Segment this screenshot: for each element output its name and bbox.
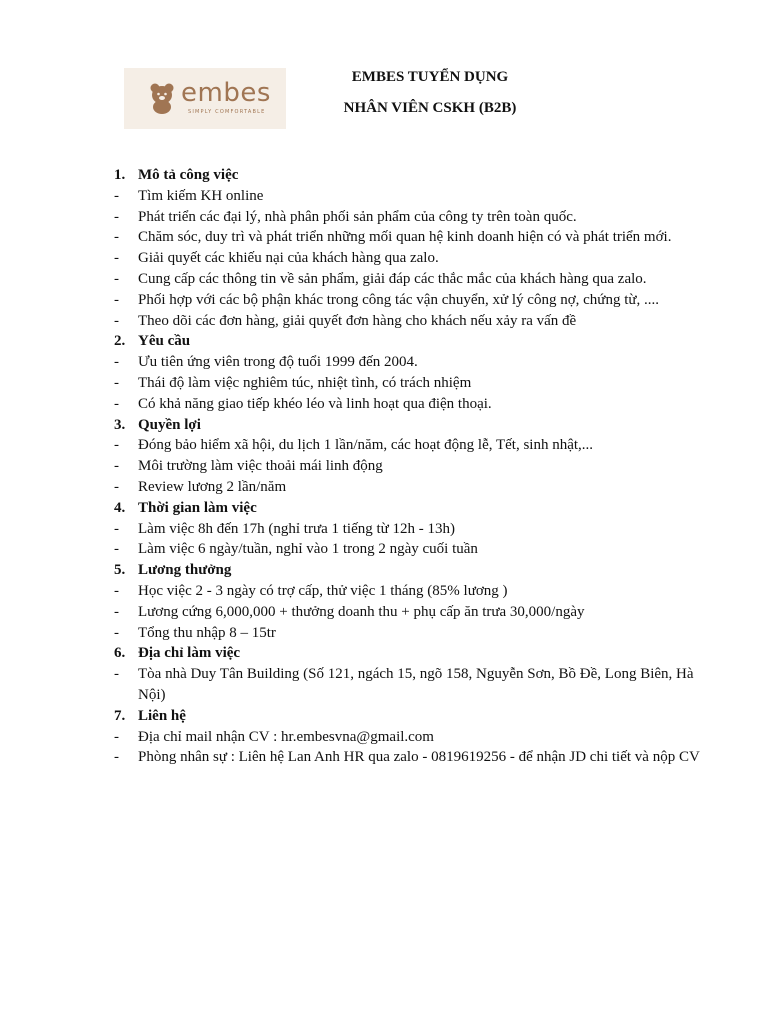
bullet-dash: - — [114, 229, 119, 246]
bullet-dash: - — [114, 728, 119, 745]
bullet-dash: - — [114, 187, 119, 204]
section-heading — [114, 706, 704, 727]
bullet-dash: - — [114, 354, 119, 371]
bullet-dash: - — [114, 437, 119, 454]
document-subtitle: NHÂN VIÊN CSKH (B2B) — [343, 100, 517, 116]
embes-logo — [124, 68, 286, 129]
bullet-dash: - — [114, 374, 119, 391]
list-item — [114, 248, 704, 269]
bullet-dash: - — [114, 250, 119, 267]
list-item-text: Học việc 2 - 3 ngày có trợ cấp, thử việc 1 tháng (85% lương ) — [138, 582, 508, 599]
section-number: 6. — [114, 645, 126, 662]
list-item-text: Tòa nhà Duy Tân Building (Số 121, ngách 15, ngõ 158, Nguyễn Sơn, Bồ Đề, Long Biên, Hà Nội) — [138, 666, 694, 703]
section-number: 1. — [114, 167, 126, 183]
bullet-dash: - — [114, 749, 119, 766]
section-heading — [114, 415, 704, 436]
list-item-text: Review lương 2 lần/năm — [138, 478, 287, 495]
section-yeu-cau — [114, 331, 704, 414]
bullet-dash: - — [114, 666, 119, 683]
section-heading-text: Liên hệ — [138, 707, 186, 724]
list-item-text: Thái độ làm việc nghiêm túc, nhiệt tình, có trách nhiệm — [138, 374, 472, 391]
bullet-dash: - — [114, 312, 119, 329]
list-item — [114, 727, 704, 748]
bullet-dash: - — [114, 458, 119, 475]
bear-icon — [148, 82, 176, 114]
list-item — [114, 373, 704, 394]
list-item-text: Lương cứng 6,000,000 + thưởng doanh thu + phụ cấp ăn trưa 30,000/ngày — [138, 603, 585, 620]
list-item — [114, 352, 704, 373]
list-item — [114, 747, 704, 768]
section-mo-ta-cong-viec — [114, 165, 704, 331]
list-item — [114, 664, 704, 706]
section-lien-he — [114, 706, 704, 768]
list-item-text: Phối hợp với các bộ phận khác trong công tác vận chuyển, xử lý công nợ, chứng từ, .... — [138, 291, 659, 308]
list-item-text: Chăm sóc, duy trì và phát triển những mối quan hệ kinh doanh hiện có và phát triển mới. — [138, 229, 672, 246]
list-item — [114, 477, 704, 498]
list-item-text: Tìm kiếm KH online — [138, 187, 264, 204]
job-description-body — [114, 165, 704, 768]
bullet-dash: - — [114, 603, 119, 620]
bullet-dash: - — [114, 478, 119, 495]
bullet-dash: - — [114, 541, 119, 558]
bullet-dash: - — [114, 520, 119, 537]
list-item-text: Có khả năng giao tiếp khéo léo và linh hoạt qua điện thoại. — [138, 395, 492, 412]
list-item — [114, 394, 704, 415]
list-item-text: Tổng thu nhập 8 – 15tr — [138, 624, 276, 641]
section-number: 5. — [114, 562, 126, 579]
section-heading-text: Lương thưởng — [138, 562, 232, 579]
bullet-dash: - — [114, 291, 119, 308]
bullet-dash: - — [114, 582, 119, 599]
section-luong-thuong — [114, 560, 704, 643]
list-item-text: Làm việc 6 ngày/tuần, nghỉ vào 1 trong 2 ngày cuối tuần — [138, 541, 478, 558]
section-dia-chi-lam-viec — [114, 643, 704, 705]
section-heading-text: Địa chỉ làm việc — [138, 645, 241, 662]
logo-wordmark: embes — [181, 78, 271, 108]
bullet-dash: - — [114, 395, 119, 412]
section-heading — [114, 643, 704, 664]
list-item — [114, 539, 704, 560]
section-heading-text: Quyền lợi — [138, 416, 201, 433]
section-heading — [114, 498, 704, 519]
list-item — [114, 581, 704, 602]
list-item-text: Địa chỉ mail nhận CV : hr.embesvna@gmail.com — [138, 728, 434, 745]
list-item — [114, 623, 704, 644]
list-item — [114, 269, 704, 290]
list-item-text: Phát triển các đại lý, nhà phân phối sản phẩm của công ty trên toàn quốc. — [138, 208, 577, 225]
section-heading-text: Mô tả công việc — [138, 167, 239, 183]
section-thoi-gian-lam-viec — [114, 498, 704, 560]
section-heading — [114, 165, 704, 186]
list-item — [114, 519, 704, 540]
list-item-text: Cung cấp các thông tin về sản phẩm, giải đáp các thắc mắc của khách hàng qua zalo. — [138, 270, 647, 287]
list-item — [114, 186, 704, 207]
section-heading-text: Thời gian làm việc — [138, 499, 257, 516]
section-heading-text: Yêu cầu — [138, 333, 191, 350]
section-quyen-loi — [114, 415, 704, 498]
list-item-text: Làm việc 8h đến 17h (nghỉ trưa 1 tiếng từ 12h - 13h) — [138, 520, 456, 537]
bullet-dash: - — [114, 208, 119, 225]
section-heading — [114, 560, 704, 581]
bullet-dash: - — [114, 624, 119, 641]
list-item — [114, 227, 704, 248]
list-item — [114, 290, 704, 311]
section-heading — [114, 331, 704, 352]
list-item-text: Đóng bảo hiểm xã hội, du lịch 1 lần/năm, các hoạt động lễ, Tết, sinh nhật,... — [138, 437, 594, 454]
list-item — [114, 456, 704, 477]
list-item — [114, 311, 704, 332]
section-number: 3. — [114, 416, 126, 433]
list-item-text: Phòng nhân sự : Liên hệ Lan Anh HR qua zalo - 0819619256 - để nhận JD chi tiết và nộp CV — [138, 749, 700, 766]
logo-tagline: SIMPLY COMFORTABLE — [188, 109, 266, 115]
document-title: EMBES TUYỂN DỤNG — [351, 69, 509, 85]
list-item — [114, 435, 704, 456]
list-item — [114, 207, 704, 228]
section-number: 4. — [114, 499, 126, 516]
list-item-text: Ưu tiên ứng viên trong độ tuổi 1999 đến 2004. — [138, 354, 418, 371]
list-item — [114, 602, 704, 623]
bullet-dash: - — [114, 270, 119, 287]
list-item-text: Theo dõi các đơn hàng, giải quyết đơn hàng cho khách nếu xảy ra vấn đề — [138, 312, 577, 329]
list-item-text: Giải quyết các khiếu nại của khách hàng qua zalo. — [138, 250, 439, 267]
section-number: 7. — [114, 707, 126, 724]
section-number: 2. — [114, 333, 126, 350]
list-item-text: Môi trường làm việc thoải mái linh động — [138, 458, 383, 475]
